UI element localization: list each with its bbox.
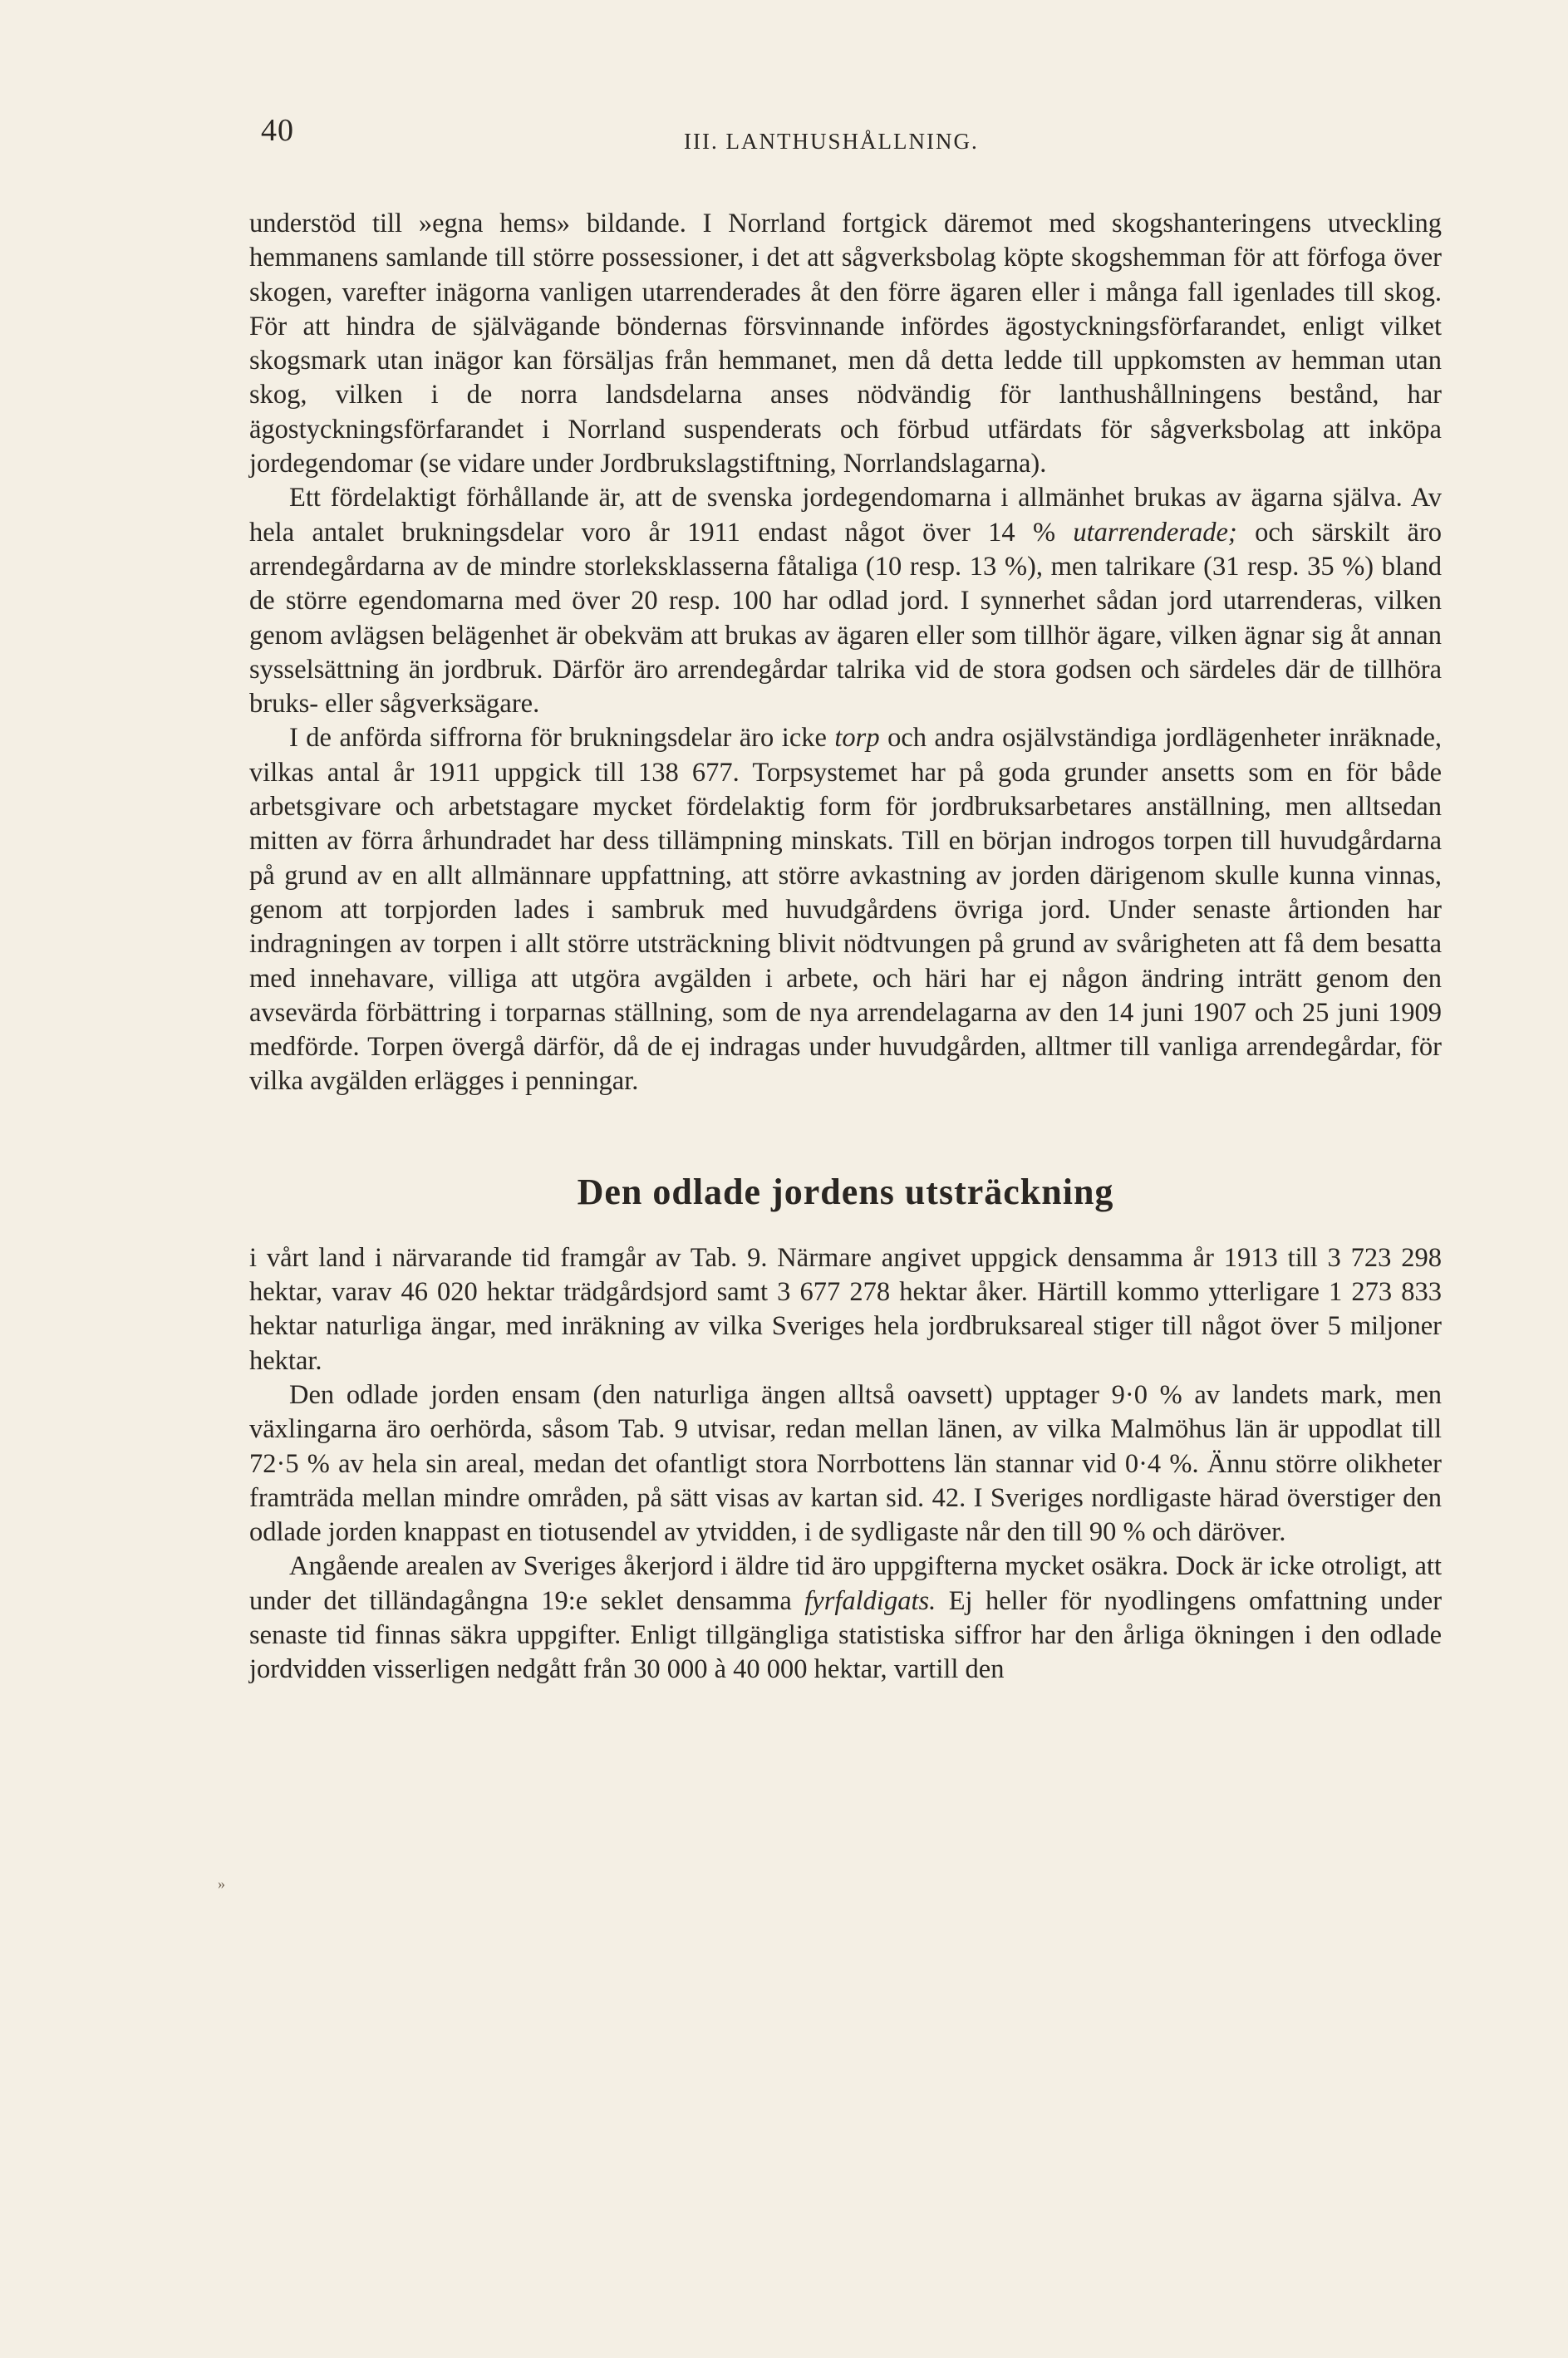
paragraph-2-part-a: Ett fördelaktigt förhållande är, att de svenska jordegendomarna i allmänhet brukas av ägarna själva. Av hela antalet brukningsdelar voro år 1911 endast något över 14 % [249,483,1442,548]
paragraph-2-part-b: och särskilt äro arrendegårdarna av de mindre storleksklasserna fåtaliga (10 resp. 13 %), men talrikare (31 resp. 35 %) bland de större egendomarna med över 20 resp. 100 har odlad jord. I synnerhet sådan jord utarrenderas, vilken genom avlägsen belägenhet är obekväm att brukas av ägaren eller som tillhör ägare, vilken ägnar sig åt annan sysselsättning än jordbruk. Därför äro arrendegårdar talrika vid de stora godsen och särdeles där de tillhöra bruks- eller sågverksägare. [249,517,1443,720]
body-text [249,207,1442,1099]
paragraph-1: understöd till »egna hems» bildande. I Norrland fortgick däremot med skogshanteringens utveckling hemmanens samlande till större possessioner, i det att sågverksbolag köpte skogshemman för att förfoga över skogen, varefter inägorna vanligen utarrenderades åt den förre ägaren eller i många fall igenlades till skog. För att hindra de självägande böndernas försvinnande infördes ägostyckningsförfarandet, enligt vilket skogsmark utan inägor kan försäljas från hemmanet, men då detta ledde till uppkomsten av hemman utan skog, vilken i de norra landsdelarna anses nödvändig för lanthushållningens bestånd, har ägostyckningsförfarandet i Norrland suspenderats och förbud utfärdats för sågverksbolag att inköpa jordegendomar (se vidare under Jordbrukslagstiftning, Norrlandslagarna). [249,209,1442,479]
section-paragraph-3 [249,1550,1442,1687]
chapter-title: III. LANTHUSHÅLLNING. [684,129,979,154]
paragraph-3 [249,721,1442,1098]
running-head [249,112,1442,162]
section-paragraph-3-part-b: Ej heller för nyodlingens omfattning under senaste tid finnas säkra uppgifter. Enligt tillgängliga statistiska siffror har den årliga ökningen i den odlade jordvidden visserligen nedgått från 30 000 à 40 000 hektar, vartill den [249,1585,1443,1685]
page-number: 40 [261,113,294,148]
section-heading: Den odlade jordens utsträckning [577,1171,1114,1212]
paragraph-2-emphasis: utarrenderade; [1073,517,1237,548]
section-paragraph-3-part-a: Angående arealen av Sveriges åkerjord i äldre tid äro uppgifterna mycket osäkra. Dock är icke otroligt, att under det tilländagångna 19:e seklet densamma [249,1551,1442,1616]
paragraph-2 [249,481,1442,721]
paragraph-3-part-a: I de anförda siffrorna för brukningsdelar äro icke [289,723,827,754]
section-paragraph-3-emphasis: fyrfaldigats. [804,1585,936,1616]
margin-mark: » [218,1875,225,1892]
paragraph-3-emphasis: torp [834,723,880,754]
section-paragraph-1: i vårt land i närvarande tid framgår av Tab. 9. Närmare angivet uppgick densamma år 1913 till 3 723 298 hektar, varav 46 020 hektar trädgårdsjord samt 3 677 278 hektar åker. Härtill kommo ytterligare 1 273 833 hektar naturliga ängar, med inräkning av vilka Sveriges hela jordbruksareal stiger till något över 5 miljoner hektar. [249,1242,1442,1376]
section-text [249,1241,1442,1687]
section-paragraph-2: Den odlade jorden ensam (den naturliga ängen alltså oavsett) upptager 9·0 % av landets mark, men växlingarna äro oerhörda, såsom Tab. 9 utvisar, redan mellan länen, av vilka Malmöhus län är uppodlat till 72·5 % av hela sin areal, medan det ofantligt stora Norrbottens län stannar vid 0·4 %. Ännu större olikheter framträda mellan mindre områden, på sätt visas av kartan sid. 42. I Sveriges nordligaste härad överstiger den odlade jorden knappast en tiotusendel av ytvidden, i de sydligaste når den till 90 % och däröver. [249,1379,1442,1548]
paragraph-3-part-b: och andra osjälvständiga jordlägenheter inräknade, vilkas antal år 1911 uppgick till 138 677. Torpsystemet har på goda grunder ansetts som en för både arbetsgivare och arbetstagare mycket fördelaktig form för jordbruksarbetares anställning, men alltsedan mitten av förra århundradet har dess tillämpning minskats. Till en början indrogos torpen till huvudgårdarna på grund av en allt allmännare uppfattning, att större avkastning av jorden därigenom skulle kunna vinnas, genom att torpjorden lades i sambruk med huvudgårdens övriga jord. Under senaste årtionden har indragningen av torpen i allt större utsträckning blivit nödtvungen på grund av svårigheten att få dem besatta med innehavare, villiga att utgöra avgälden i arbete, och häri har ej någon ändring inträtt genom den avsevärda förbättring i torparnas ställning, som de nya arrendelagarna av den 14 juni 1907 och 25 juni 1909 medförde. Torpen övergå därför, då de ej indragas under huvudgården, alltmer till vanliga arrendegårdar, för vilka avgälden erlägges i penningar. [249,723,1442,1097]
